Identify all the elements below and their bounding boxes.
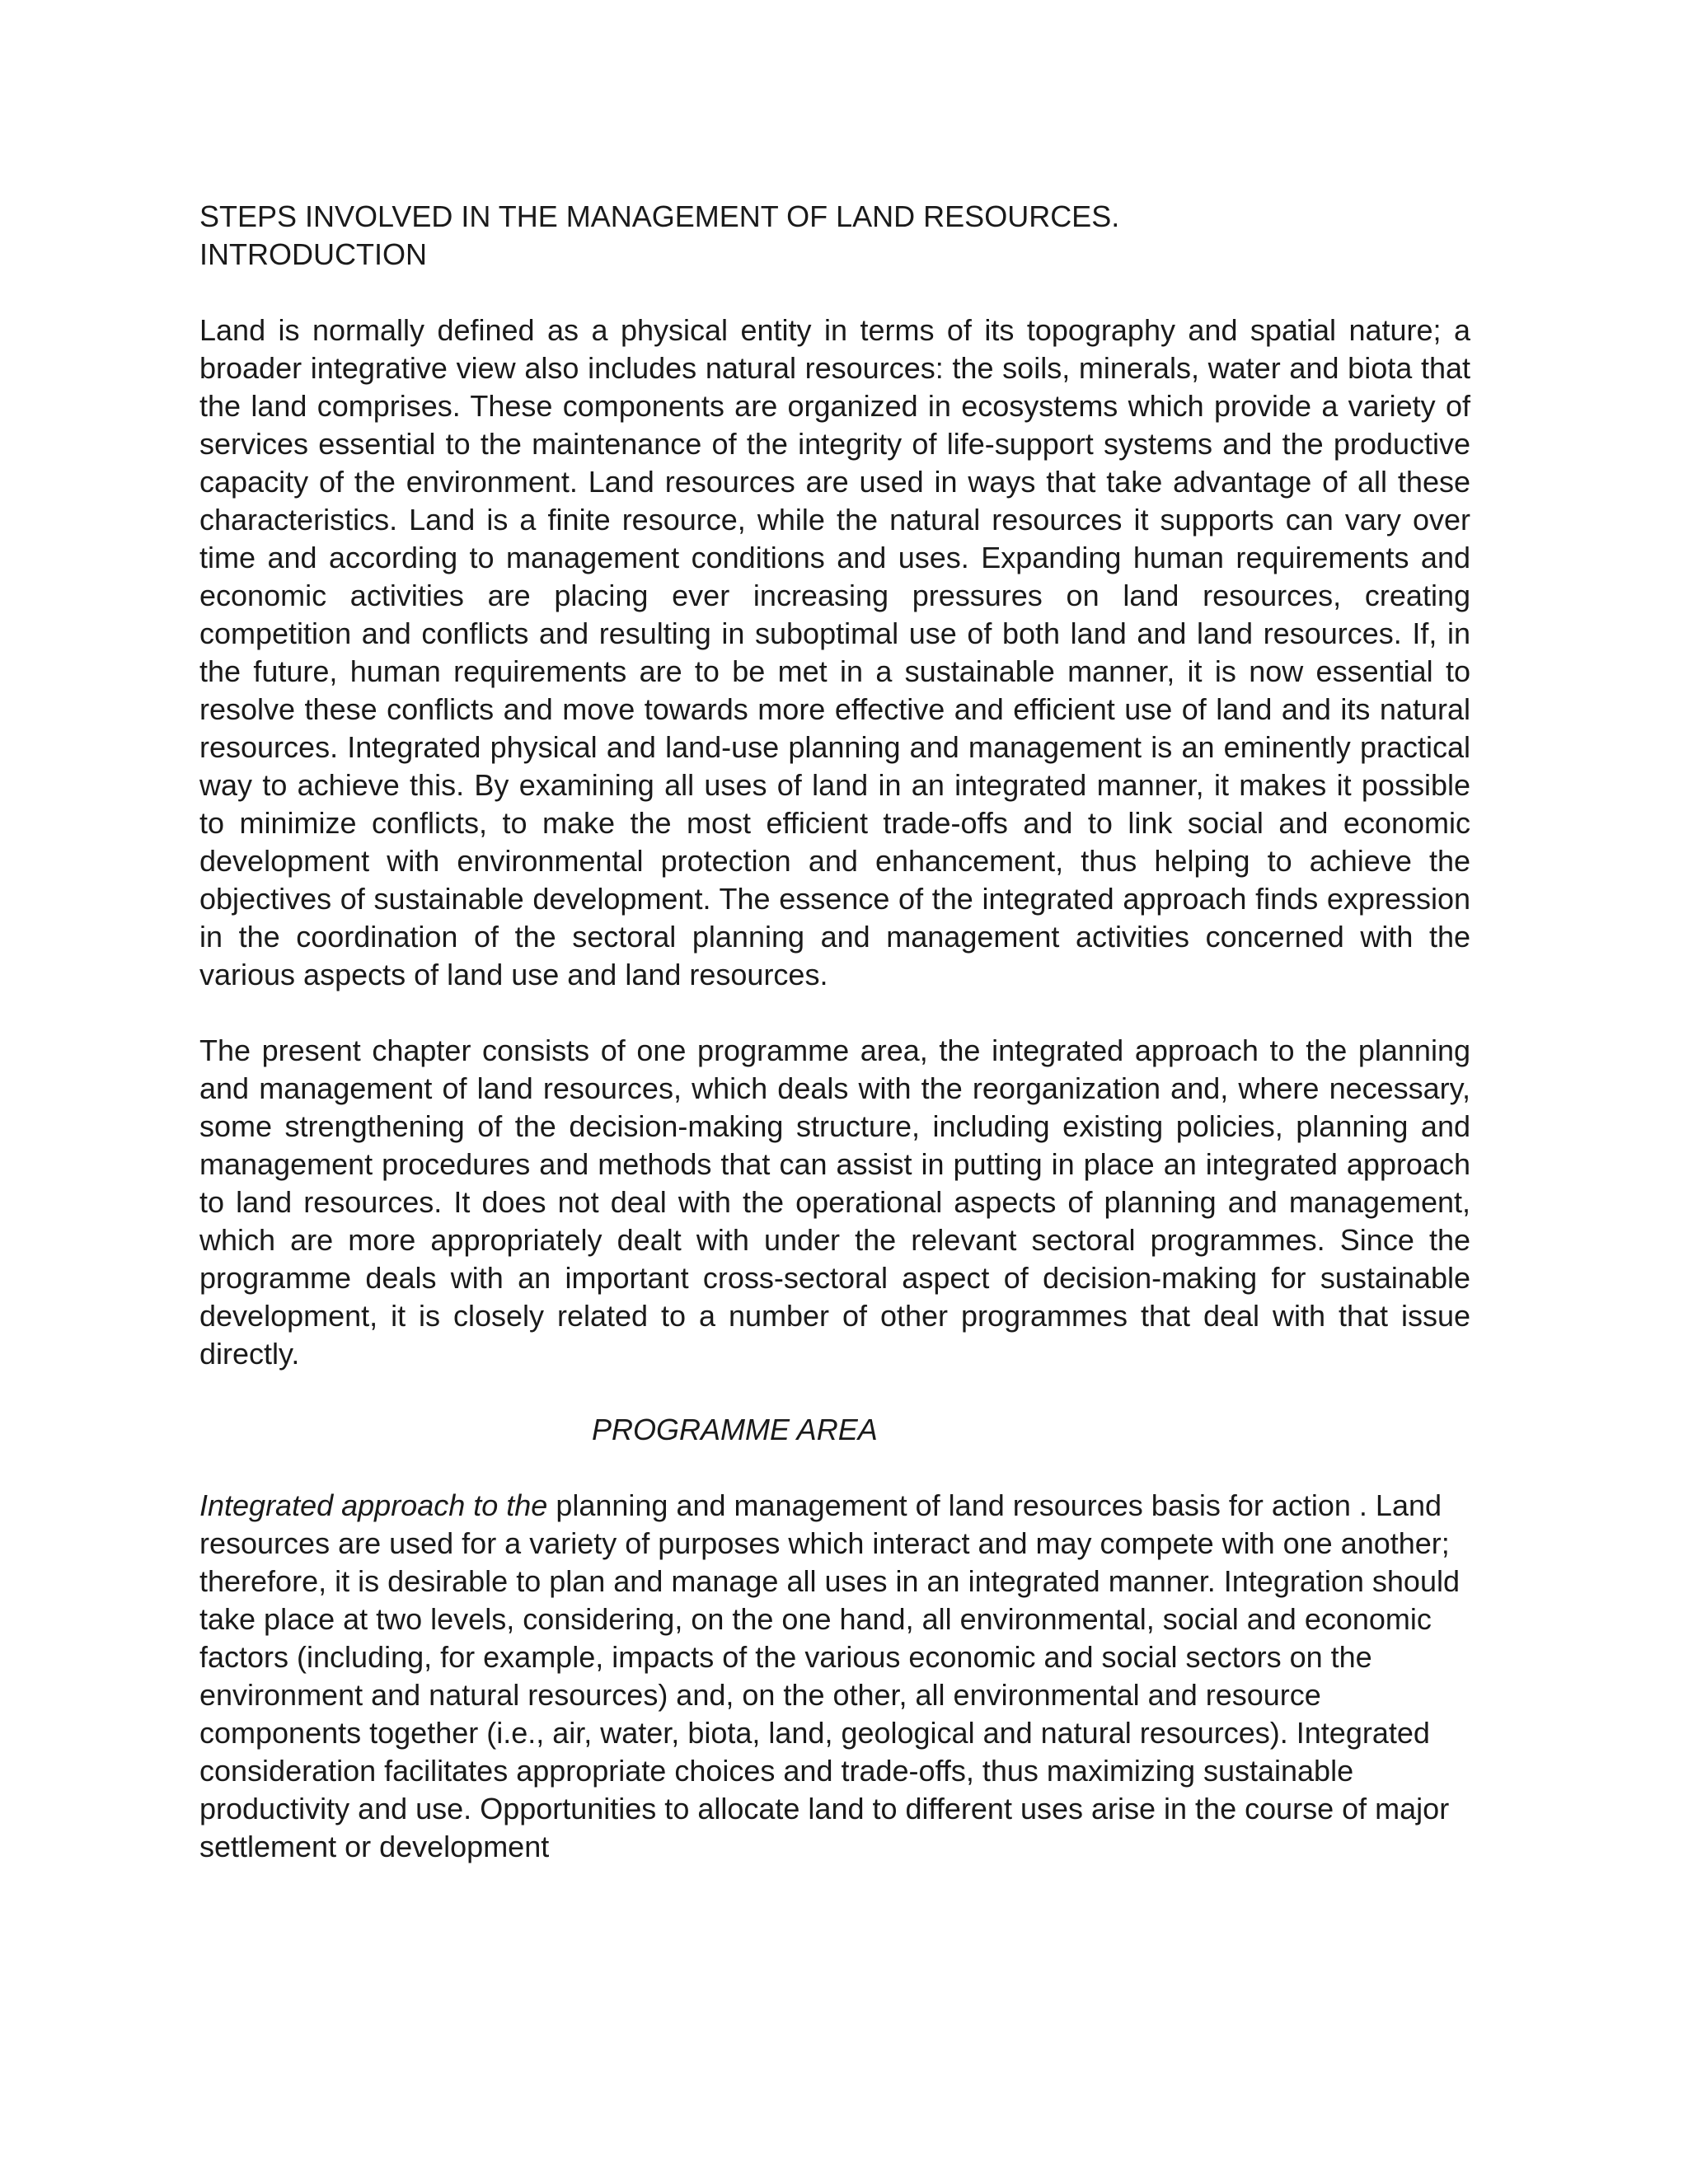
intro-paragraph-2: The present chapter consists of one programme area, the integrated approach to the planning and management of land resources, which deals with the reorganization and, where necessary, some strengthening of the decision-making structure, including existing policies, planning and management procedures and methods that can assist in putting in place an integrated approach to land resources. It does not deal with the operational aspects of planning and management, which are more appropriately dealt with under the relevant sectoral programmes. Since the programme deals with an important cross-sectoral aspect of decision-making for sustainable development, it is closely related to a number of other programmes that deal with that issue directly. [199,1033,1470,1371]
programme-paragraph-italic-lead: Integrated approach to the [199,1488,548,1522]
section-heading-introduction: INTRODUCTION [199,237,427,271]
intro-paragraph-1: Land is normally defined as a physical entity in terms of its topography and spatial nature; a broader integrative view also includes natural resources: the soils, minerals, water and biota that the land comprises. These components are organized in ecosystems which provide a variety of services essential to the maintenance of the integrity of life-support systems and the productive capacity of the environment. Land resources are used in ways that take advantage of all these characteristics. Land is a finite resource, while the natural resources it supports can vary over time and according to management conditions and uses. Expanding human requirements and economic activities are placing ever increasing pressures on land resources, creating competition and conflicts and resulting in suboptimal use of both land and land resources. If, in the future, human requirements are to be met in a sustainable manner, it is now essential to resolve these conflicts and move towards more effective and efficient use of land and its natural resources. Integrated physical and land-use planning and management is an eminently practical way to achieve this. By examining all uses of land in an integrated manner, it makes it possible to minimize conflicts, to make the most efficient trade-offs and to link social and economic development with environmental protection and enhancement, thus helping to achieve the objectives of sustainable development. The essence of the integrated approach finds expression in the coordination of the sectoral planning and management activities concerned with the various aspects of land use and land resources. [199,313,1470,991]
programme-area-heading: PROGRAMME AREA [592,1413,878,1446]
document-body [199,198,1470,1866]
document-title: STEPS INVOLVED IN THE MANAGEMENT OF LAND RESOURCES. [199,199,1120,233]
programme-paragraph [199,1487,1470,1866]
programme-paragraph-text: planning and management of land resources basis for action . Land resources are used for a variety of purposes which interact and may compete with one another; therefore, it is desirable to plan and manage all uses in an integrated manner. Integration should take place at two levels, considering, on the one hand, all environmental, social and economic factors (including, for example, impacts of the various economic and social sectors on the environment and natural resources) and, on the other, all environmental and resource components together (i.e., air, water, biota, land, geological and natural resources). Integrated consideration facilitates appropriate choices and trade-offs, thus maximizing sustainable productivity and use. Opportunities to allocate land to different uses arise in the course of major settlement or development [199,1488,1460,1863]
